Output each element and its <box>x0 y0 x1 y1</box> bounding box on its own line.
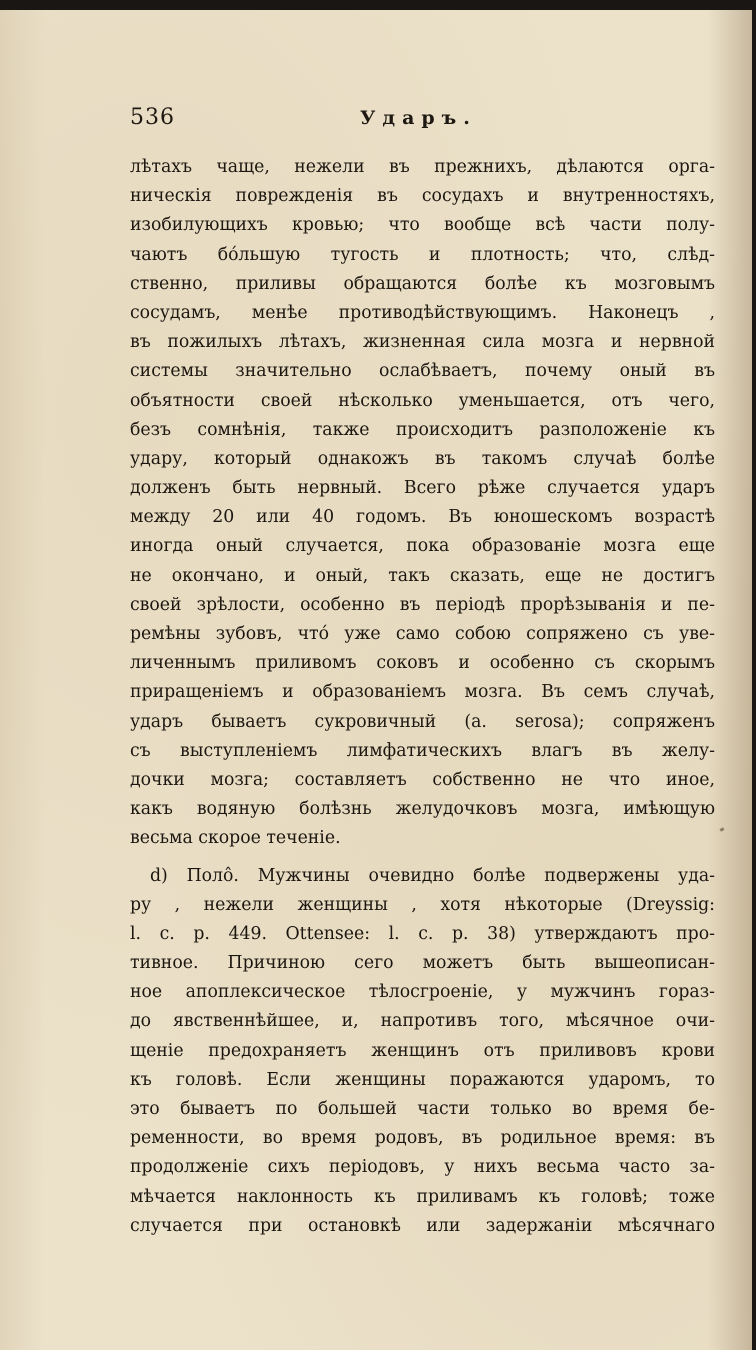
text-line: лѣтахъ чаще, нежели въ прежнихъ, дѣлаются орга- <box>130 157 715 177</box>
body-text <box>130 153 715 1241</box>
text-line: ру , нежели женщины , хотя нѣкоторые (Dreyssig: <box>130 894 715 915</box>
text-line: удару, который однакожъ въ такомъ случаѣ болѣе <box>130 448 715 469</box>
text-line: съ выступленіемъ лимфатическихъ влагъ въ желу- <box>130 740 715 761</box>
text-line: щеніе предохраняетъ женщинъ отъ приливовъ крови <box>130 1040 715 1061</box>
text-line: личеннымъ приливомъ соковъ и особенно съ скорымъ <box>130 653 715 674</box>
text-line: мѣчается наклонность къ приливамъ къ головѣ; тоже <box>130 1186 715 1207</box>
text-line: изобилующихъ кровью; что вообще всѣ части полу- <box>130 215 715 236</box>
text-line: въ пожилыхъ лѣтахъ, жизненная сила мозга и нервной <box>130 332 715 353</box>
page-number: 536 <box>130 105 175 130</box>
page-header <box>130 105 722 145</box>
text-line: ственно, приливы обращаются болѣе къ мозговымъ <box>130 273 715 294</box>
text-line: приращеніемъ и образованіемъ мозга. Въ семъ случаѣ, <box>130 682 715 703</box>
running-title: Ударъ. <box>360 107 477 129</box>
text-line: ремѣны зубовъ, что́ уже само собою сопряжено съ уве- <box>130 624 715 644</box>
text-line: ременности, во время родовъ, въ родильное время: въ <box>130 1128 715 1149</box>
text-line: долженъ быть нервный. Всего рѣже случается ударъ <box>130 478 715 499</box>
text-line: тивное. Причиною сего можетъ быть вышеописан- <box>130 953 715 974</box>
text-line: ническія поврежденія въ сосудахъ и внутренностяхъ, <box>130 186 715 207</box>
text-line: не окончано, и оный, такъ сказать, еще не достигъ <box>130 565 715 586</box>
text-line: сосудамъ, менѣе противодѣйствующимъ. Наконецъ , <box>130 302 715 323</box>
text-line: чаютъ бо́льшую тугость и плотность; что, слѣд- <box>130 244 715 265</box>
text-line: продолженіе сихъ періодовъ, у нихъ весьма часто за- <box>130 1157 715 1178</box>
text-line: своей зрѣлости, особенно въ періодѣ прорѣзыванія и пе- <box>130 594 715 615</box>
text-line: дочки мозга; составляетъ собственно не что иное, <box>130 769 715 790</box>
text-line: къ головѣ. Если женщины поражаются ударомъ, то <box>130 1069 715 1090</box>
text-line: весьма скорое теченіе. <box>130 828 341 849</box>
text-line: какъ водяную болѣзнь желудочковъ мозга, имѣющую <box>130 799 715 820</box>
text-line: d) Поло̂. Мужчины очевидно болѣе подвержены уда- <box>150 865 715 886</box>
paragraph-1 <box>130 153 715 854</box>
paragraph-2 <box>130 862 715 1241</box>
ink-speck <box>720 827 725 832</box>
text-line: l. c. p. 449. Ottensee: l. c. p. 38) утверждаютъ про- <box>130 923 715 944</box>
text-line: иногда оный случается, пока образованіе мозга еще <box>130 536 715 557</box>
paragraph-gap <box>130 854 715 862</box>
book-page <box>0 10 752 1350</box>
text-line: между 20 или 40 годомъ. Въ юношескомъ возрастѣ <box>130 507 715 528</box>
text-line: ударъ бываетъ сукровичный (a. serosa); сопряженъ <box>130 711 715 732</box>
text-line: безъ сомнѣнія, также происходитъ разположеніе къ <box>130 419 715 440</box>
text-line: объятности своей нѣсколько уменьшается, отъ чего, <box>130 390 715 411</box>
text-line: это бываетъ по большей части только во время бе- <box>130 1099 715 1119</box>
text-line: системы значительно ослабѣваетъ, почему оный въ <box>130 361 715 382</box>
text-line: ное апоплексическое тѣлосгроеніе, у мужчинъ горaз- <box>130 982 715 1003</box>
text-line: случается при остановкѣ или задержаніи мѣсячнаго <box>130 1215 715 1236</box>
text-line: до явственнѣйшее, и, напротивъ того, мѣсячное очи- <box>130 1011 715 1032</box>
